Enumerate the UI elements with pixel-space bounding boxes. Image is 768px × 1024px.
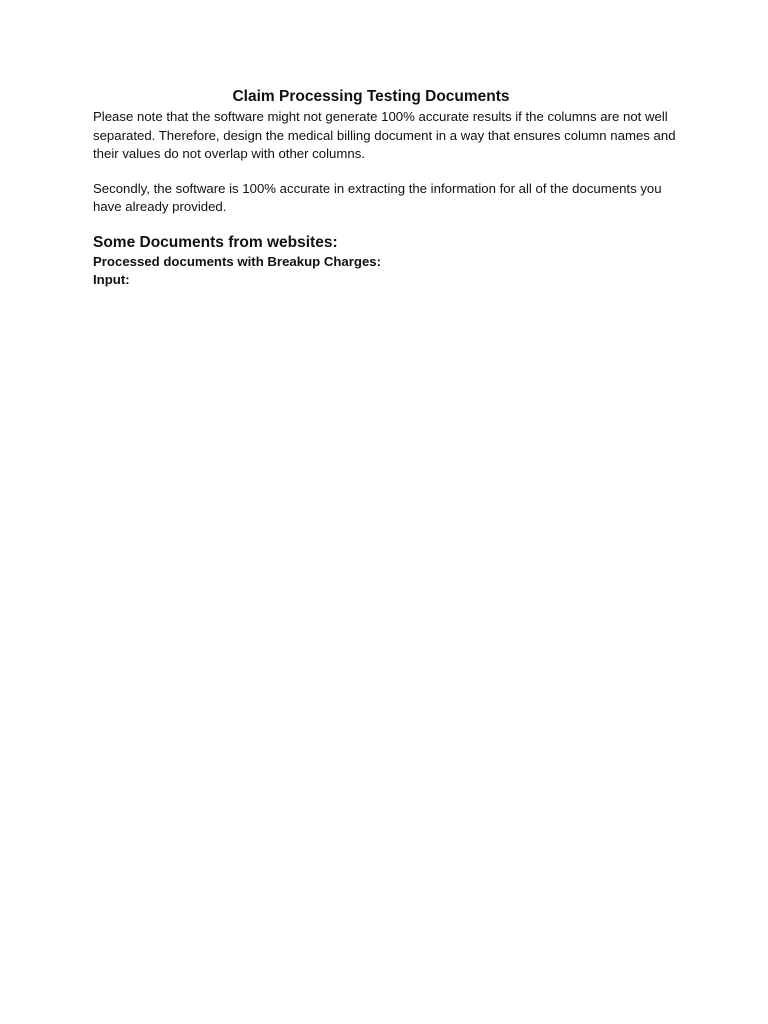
- document-title: Claim Processing Testing Documents: [232, 88, 510, 105]
- paragraph-accuracy-statement: Secondly, the software is 100% accurate in extracting the information for all of the documents you have already provided.: [93, 180, 662, 214]
- paragraph-spacer: [93, 164, 683, 180]
- sub-heading-input: Input:: [93, 272, 130, 287]
- section-heading: Some Documents from websites:: [93, 233, 338, 251]
- sub-heading-breakup-charges: Processed documents with Breakup Charges:: [93, 253, 382, 269]
- paragraph-accuracy-note: Please note that the software might not generate 100% accurate results if the columns are not well separated. Therefore, design the medical billing document in a way that ensures column names and their values do not overlap with other columns.: [93, 109, 676, 161]
- document-content: [93, 86, 683, 290]
